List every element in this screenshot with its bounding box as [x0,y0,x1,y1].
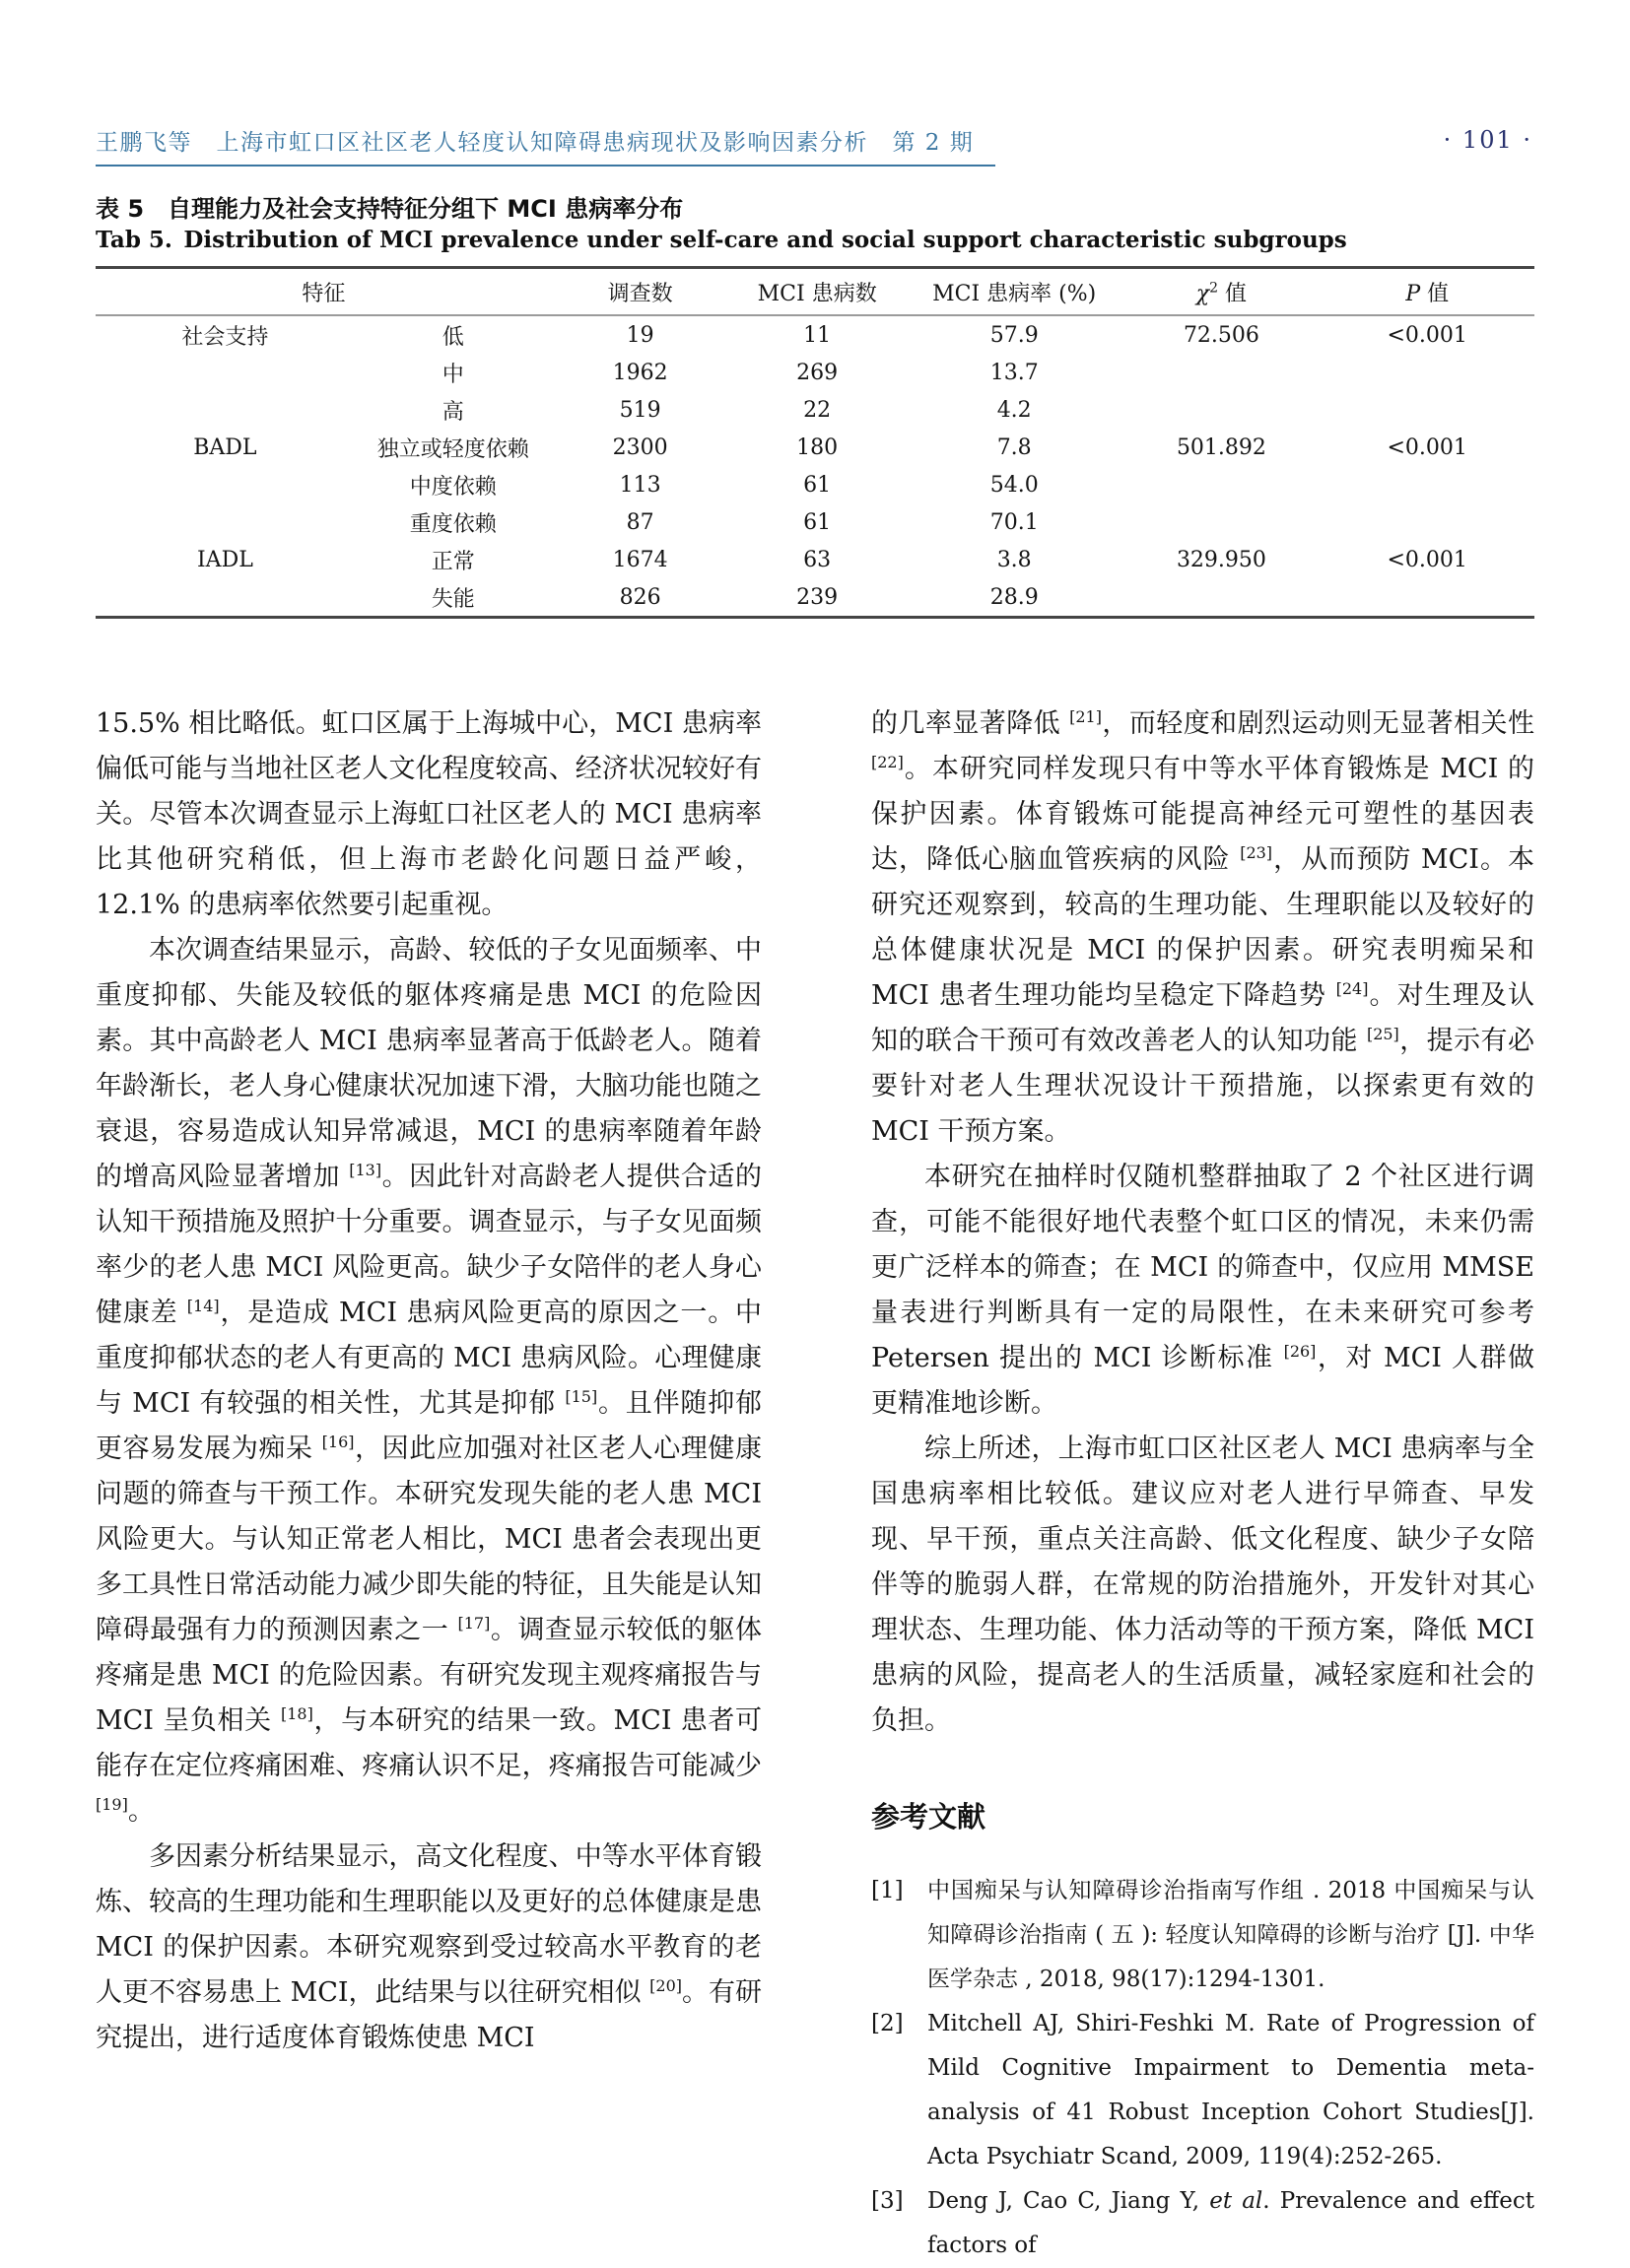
table-cell-mci: 11 [803,322,832,348]
table-cell-n: 19 [626,322,654,348]
table-cell-group [96,466,355,503]
table-cell-mci: 61 [803,509,832,535]
table-cell-mci: 63 [803,547,832,572]
table-title-zh: 表 5 自理能力及社会支持特征分组下 MCI 患病率分布 [96,195,684,223]
table-cell-sub: 高 [441,399,464,425]
table-cell-sub: 中 [441,362,464,387]
table-cell-n: 1962 [612,360,668,385]
table-cell-n: 826 [619,584,661,610]
header-chi-square: $\chi^2$ 值 [1195,280,1248,306]
table-cell-p [1320,354,1534,391]
paragraph: 多因素分析结果显示，高文化程度、中等水平体育锻炼、较高的生理功能和生理职能以及更好的总体健康是患 MCI 的保护因素。本研究观察到受过较高水平教育的老人更不容易患上 MCI，此结果与以往研究相似 [20]。有研究提出，进行适度体育锻炼使患 MCI [96,1841,763,2053]
page-content [96,0,1535,2258]
table-cell-sub: 独立或轻度依赖 [376,436,529,462]
table-header [96,268,1534,316]
paragraph: 本次调查结果显示，高龄、较低的子女见面频率、中重度抑郁、失能及较低的躯体疼痛是患 MCI 的危险因素。其中高龄老人 MCI 患病率显著高于低龄老人。随着年龄渐长，老人身心健康状况加速下滑，大脑功能也随之衰退，容易造成认知异常减退，MCI 的患病率随着年龄的增高风险显著增加 [13]。因此针对高龄老人提供合适的认知干预措施及照护十分重要。调查显示，与子女见面频率少的老人患 MCI 风险更高。缺少子女陪伴的老人身心健康差 [14]，是造成 MCI 患病风险更高的原因之一。中重度抑郁状态的老人有更高的 MCI 患病风险。心理健康与 MCI 有较强的相关性，尤其是抑郁 [15]。且伴随抑郁更容易发展为痴呆 [16]，因此应加强对社区老人心理健康问题的筛查与干预工作。本研究发现失能的老人患 MCI 风险更大。与认知正常老人相比，MCI 患者会表现出更多工具性日常活动能力减少即失能的特征，且失能是认知障碍最强有力的预测因素之一 [17]。调查显示较低的躯体疼痛是患 MCI 的危险因素。有研究发现主观疼痛报告与 MCI 呈负相关 [18]，与本研究的结果一致。MCI 患者可能存在定位疼痛困难、疼痛认识不足，疼痛报告可能减少 [19]。 [96,935,763,1827]
table-header-row [96,268,1534,316]
reference-item [871,1869,1534,2002]
table-cell-p [1320,466,1534,503]
header-characteristic: 特征 [302,281,346,306]
table-cell-rate: 28.9 [989,584,1039,610]
reference-label: [1] [871,1878,904,1903]
table-cell-p: <0.001 [1387,434,1467,460]
paragraph: 的几率显著降低 [21]，而轻度和剧烈运动则无显著相关性 [22]。本研究同样发现只有中等水平体育锻炼是 MCI 的保护因素。体育锻炼可能提高神经元可塑性的基因表达，降低心脑血管疾病的风险 [23]，从而预防 MCI。本研究还观察到，较高的生理功能、生理职能以及较好的总体健康状况是 MCI 的保护因素。研究表明痴呆和 MCI 患者生理功能均呈稳定下降趋势 [24]。对生理及认知的联合干预可有效改善老人的认知功能 [25]，提示有必要针对老人生理状况设计干预措施，以探索更有效的 MCI 干预方案。 [871,707,1535,1147]
table-cell-sub: 正常 [431,549,475,574]
table-cell-p [1320,391,1534,429]
table-row [96,354,1534,391]
table-row [96,391,1534,429]
table-cell-mci: 180 [796,434,839,460]
table-cell-mci: 239 [796,584,839,610]
table-cell-chi [1122,466,1320,503]
reference-text: Deng J, Cao C, Jiang Y, et al. Prevalence and effect factors of [927,2188,1534,2258]
header-rule [96,165,995,167]
paragraph: 本研究在抽样时仅随机整群抽取了 2 个社区进行调查，可能不能很好地代表整个虹口区的情况，未来仍需更广泛样本的筛查；在 MCI 的筛查中，仅应用 MMSE 量表进行判断具有一定的局限性，在未来研究可参考 Petersen 提出的 MCI 诊断标准 [26]，对 MCI 人群做更精准地诊断。 [871,1162,1534,1419]
page-number: · 101 · [1443,126,1532,154]
table-cell-sub: 失能 [431,586,475,612]
table-cell-rate: 7.8 [996,434,1032,460]
table-row [96,578,1534,618]
table-cell-chi [1122,578,1320,618]
body-column-right [871,701,1534,2268]
table-row [96,541,1534,578]
table-cell-n: 519 [619,397,661,423]
table-body [96,315,1534,618]
table-cell-group [96,391,355,429]
table-cell-rate: 70.1 [989,509,1039,535]
header-survey-count: 调查数 [607,281,673,306]
table-cell-p: <0.001 [1387,322,1467,348]
table-cell-group: IADL [196,547,253,572]
table-cell-n: 1674 [612,547,668,572]
reference-item [871,2179,1534,2268]
table-cell-mci: 61 [803,472,832,498]
reference-text: 中国痴呆与认知障碍诊治指南写作组 . 2018 中国痴呆与认知障碍诊治指南 ( 五 ): 轻度认知障碍的诊断与治疗 [J]. 中华医学杂志 , 2018, 98(17):1294-1301. [927,1878,1534,1992]
table-row [96,315,1534,354]
table-cell-p: <0.001 [1387,547,1467,572]
reference-label: [3] [871,2188,904,2214]
table-cell-chi: 501.892 [1176,434,1266,460]
table-cell-rate: 54.0 [989,472,1039,498]
table-cell-sub: 低 [441,324,464,350]
header-mci-rate: MCI 患病率 (%) [932,281,1097,306]
reference-text: Mitchell AJ, Shiri-Feshki M. Rate of Progression of Mild Cognitive Impairment to Dementia meta-analysis of 41 Robust Inception Cohort Studies[J]. Acta Psychiatr Scand, 2009, 119(4):252-265. [927,2011,1534,2169]
paragraph: 综上所述，上海市虹口区社区老人 MCI 患病率与全国患病率相比较低。建议应对老人进行早筛查、早发现、早干预，重点关注高龄、低文化程度、缺少子女陪伴等的脆弱人群，在常规的防治措施外，开发针对其心理状态、生理功能、体力活动等的干预方案，降低 MCI 患病的风险，提高老人的生活质量，减轻家庭和社会的负担。 [871,1434,1534,1736]
references-list [871,1869,1534,2268]
table-cell-group [96,354,355,391]
table-cell-rate: 3.8 [996,547,1032,572]
table-cell-chi [1122,354,1320,391]
table-cell-p [1320,578,1534,618]
table-cell-group: 社会支持 [181,324,269,350]
table-row [96,429,1534,466]
header-p-value: P 值 [1405,281,1450,306]
table-cell-chi: 72.506 [1183,322,1259,348]
table-cell-chi [1122,503,1320,541]
paragraph: 15.5% 相比略低。虹口区属于上海城中心，MCI 患病率偏低可能与当地社区老人文化程度较高、经济状况较好有关。尽管本次调查显示上海虹口社区老人的 MCI 患病率比其他研究稍低，但上海市老龄化问题日益严峻，12.1% 的患病率依然要引起重视。 [96,708,762,920]
table-cell-mci: 269 [796,360,839,385]
table-cell-sub: 重度依赖 [409,511,497,537]
table-cell-rate: 13.7 [989,360,1039,385]
table-cell-n: 2300 [612,434,668,460]
header-mci-count: MCI 患病数 [757,281,877,306]
table-title-en: Tab 5. Distribution of MCI prevalence under self-care and social support characteristic subgroups [96,227,1347,253]
table-cell-n: 113 [619,472,661,498]
table-row [96,466,1534,503]
table-cell-n: 87 [626,509,654,535]
reference-label: [2] [871,2011,904,2036]
table-cell-rate: 57.9 [989,322,1039,348]
table-cell-rate: 4.2 [996,397,1032,423]
table-cell-group [96,503,355,541]
body-column-left [96,701,762,2061]
table-row [96,503,1534,541]
references-heading: 参考文献 [871,1800,986,1834]
table-cell-sub: 中度依赖 [409,474,497,500]
table-cell-group: BADL [193,434,257,460]
running-header [96,124,1534,160]
table-cell-chi: 329.950 [1176,547,1266,572]
table-cell-p [1320,503,1534,541]
mci-prevalence-table [96,266,1534,619]
table-cell-chi [1122,391,1320,429]
running-title: 王鹏飞等 上海市虹口区社区老人轻度认知障碍患病现状及影响因素分析 第 2 期 [96,130,975,156]
body-column-right-paragraphs [871,701,1534,1744]
table-cell-mci: 22 [803,397,832,423]
reference-item [871,2002,1534,2179]
table-cell-group [96,578,355,618]
